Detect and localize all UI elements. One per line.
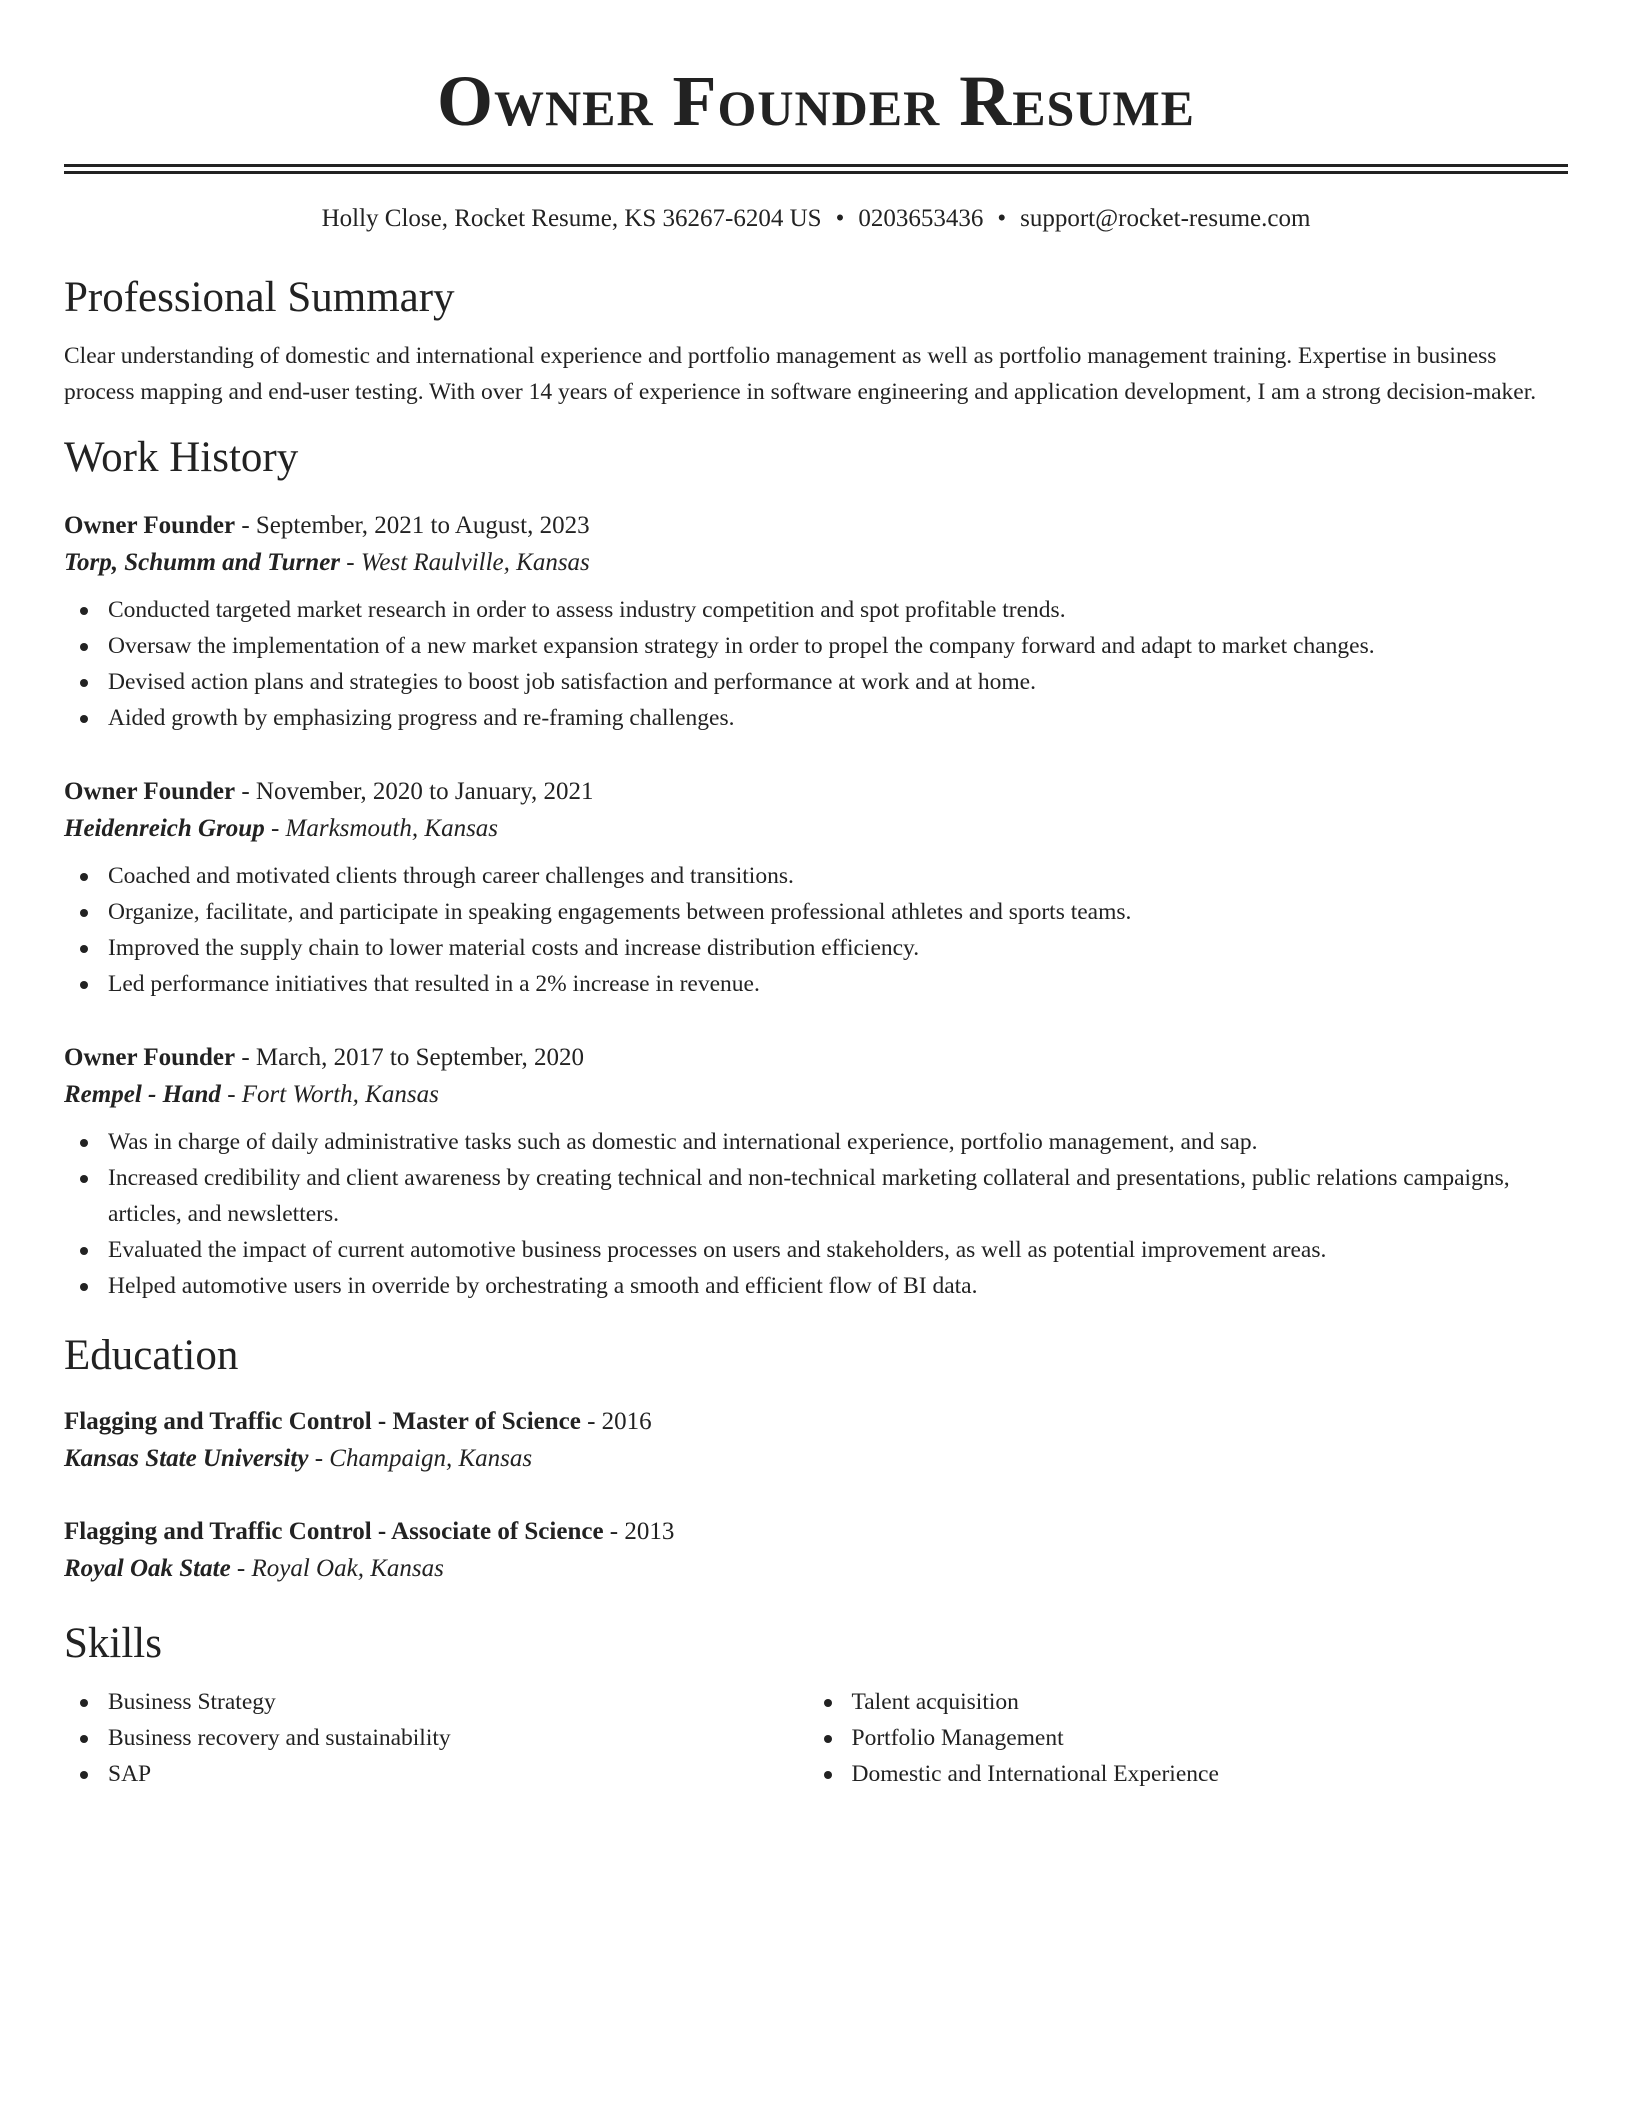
- job-employer-line: [64, 544, 1568, 582]
- job-employer: Rempel - Hand: [64, 1081, 221, 1108]
- skills-columns: [64, 1684, 1568, 1792]
- job-employer-line: [64, 1076, 1568, 1114]
- skill-item: Talent acquisition: [852, 1684, 1568, 1720]
- education-entry: [64, 1404, 1568, 1478]
- job-header: [64, 1040, 1568, 1076]
- job-duty: Organize, facilitate, and participate in speaking engagements between professional athletes and sports teams.: [108, 894, 1568, 930]
- skills-section: [64, 1618, 1568, 1792]
- summary-text: Clear understanding of domestic and international experience and portfolio management as well as portfolio management training. Expertise in business process mapping and end-user testing. With over 14 years of experience in software engineering and application development, I am a strong decision-maker.: [64, 343, 1537, 405]
- job-location: - Fort Worth, Kansas: [220, 1081, 439, 1108]
- education-degree: Flagging and Traffic Control - Master of Science: [64, 1408, 581, 1435]
- job-duty: Conducted targeted market research in order to assess industry competition and spot profitable trends.: [108, 592, 1568, 628]
- job-dates: - September, 2021 to August, 2023: [235, 512, 590, 539]
- job-dates: - March, 2017 to September, 2020: [235, 1044, 585, 1071]
- job-duties-list: [64, 858, 1568, 1002]
- job-duty: Aided growth by emphasizing progress and re-framing challenges.: [108, 700, 1568, 736]
- education-school-line: [64, 1550, 1568, 1588]
- work-history-heading: Work History: [64, 434, 299, 481]
- job-title: Owner Founder: [64, 512, 236, 539]
- job-duty: Helped automotive users in override by orchestrating a smooth and efficient flow of BI data.: [108, 1268, 1568, 1304]
- skill-item: Domestic and International Experience: [852, 1756, 1568, 1792]
- contact-address: Holly Close, Rocket Resume, KS 36267-6204 US: [321, 205, 822, 232]
- contact-email: support@rocket-resume.com: [1020, 205, 1311, 232]
- job-duty: Oversaw the implementation of a new market expansion strategy in order to propel the company forward and adapt to market changes.: [108, 628, 1568, 664]
- education-degree-line: [64, 1404, 1568, 1440]
- education-degree: Flagging and Traffic Control - Associate of Science: [64, 1518, 604, 1545]
- summary-section: [64, 272, 1568, 410]
- education-location: - Royal Oak, Kansas: [230, 1555, 444, 1582]
- job-employer-line: [64, 810, 1568, 848]
- job-duty: Improved the supply chain to lower material costs and increase distribution efficiency.: [108, 930, 1568, 966]
- job-employer: Heidenreich Group: [64, 815, 265, 842]
- job-duty: Devised action plans and strategies to boost job satisfaction and performance at work and at home.: [108, 664, 1568, 700]
- contact-line: [64, 202, 1568, 236]
- job-duty: Coached and motivated clients through career challenges and transitions.: [108, 858, 1568, 894]
- job-employer: Torp, Schumm and Turner: [64, 549, 341, 576]
- summary-heading: Professional Summary: [64, 274, 455, 321]
- job-duties-list: [64, 1124, 1568, 1304]
- job-title: Owner Founder: [64, 778, 236, 805]
- job-duties-list: [64, 592, 1568, 736]
- job-header: [64, 774, 1568, 810]
- education-school: Royal Oak State: [64, 1555, 231, 1582]
- education-location: - Champaign, Kansas: [308, 1445, 533, 1472]
- education-section: [64, 1330, 1568, 1588]
- job-entry: [64, 1040, 1568, 1304]
- education-entry: [64, 1514, 1568, 1588]
- education-heading: Education: [64, 1332, 239, 1379]
- job-title: Owner Founder: [64, 1044, 236, 1071]
- education-degree-line: [64, 1514, 1568, 1550]
- job-duty: Led performance initiatives that resulted in a 2% increase in revenue.: [108, 966, 1568, 1002]
- work-history-section: [64, 432, 1568, 1304]
- skills-heading: Skills: [64, 1620, 162, 1667]
- job-location: - Marksmouth, Kansas: [264, 815, 499, 842]
- skill-item: Business Strategy: [108, 1684, 808, 1720]
- contact-separator: •: [835, 205, 845, 232]
- job-duty: Evaluated the impact of current automotive business processes on users and stakeholders, as well as potential improvement areas.: [108, 1232, 1568, 1268]
- education-school: Kansas State University: [64, 1445, 309, 1472]
- education-year: - 2013: [603, 1518, 675, 1545]
- title-divider: [64, 164, 1568, 174]
- skills-list-left: [64, 1684, 808, 1792]
- education-year: - 2016: [580, 1408, 652, 1435]
- job-entry: [64, 774, 1568, 1002]
- job-location: - West Raulville, Kansas: [340, 549, 590, 576]
- page-title: Owner Founder Resume: [436, 61, 1196, 141]
- contact-phone: 0203653436: [858, 205, 984, 232]
- job-duty: Increased credibility and client awareness by creating technical and non-technical marketing collateral and presentations, public relations campaigns, articles, and newsletters.: [108, 1160, 1568, 1232]
- skill-item: Portfolio Management: [852, 1720, 1568, 1756]
- job-entry: [64, 508, 1568, 736]
- skill-item: SAP: [108, 1756, 808, 1792]
- job-duty: Was in charge of daily administrative tasks such as domestic and international experience, portfolio management, and sap.: [108, 1124, 1568, 1160]
- job-header: [64, 508, 1568, 544]
- job-dates: - November, 2020 to January, 2021: [235, 778, 594, 805]
- education-school-line: [64, 1440, 1568, 1478]
- skill-item: Business recovery and sustainability: [108, 1720, 808, 1756]
- skills-list-right: [808, 1684, 1568, 1792]
- contact-separator: •: [997, 205, 1007, 232]
